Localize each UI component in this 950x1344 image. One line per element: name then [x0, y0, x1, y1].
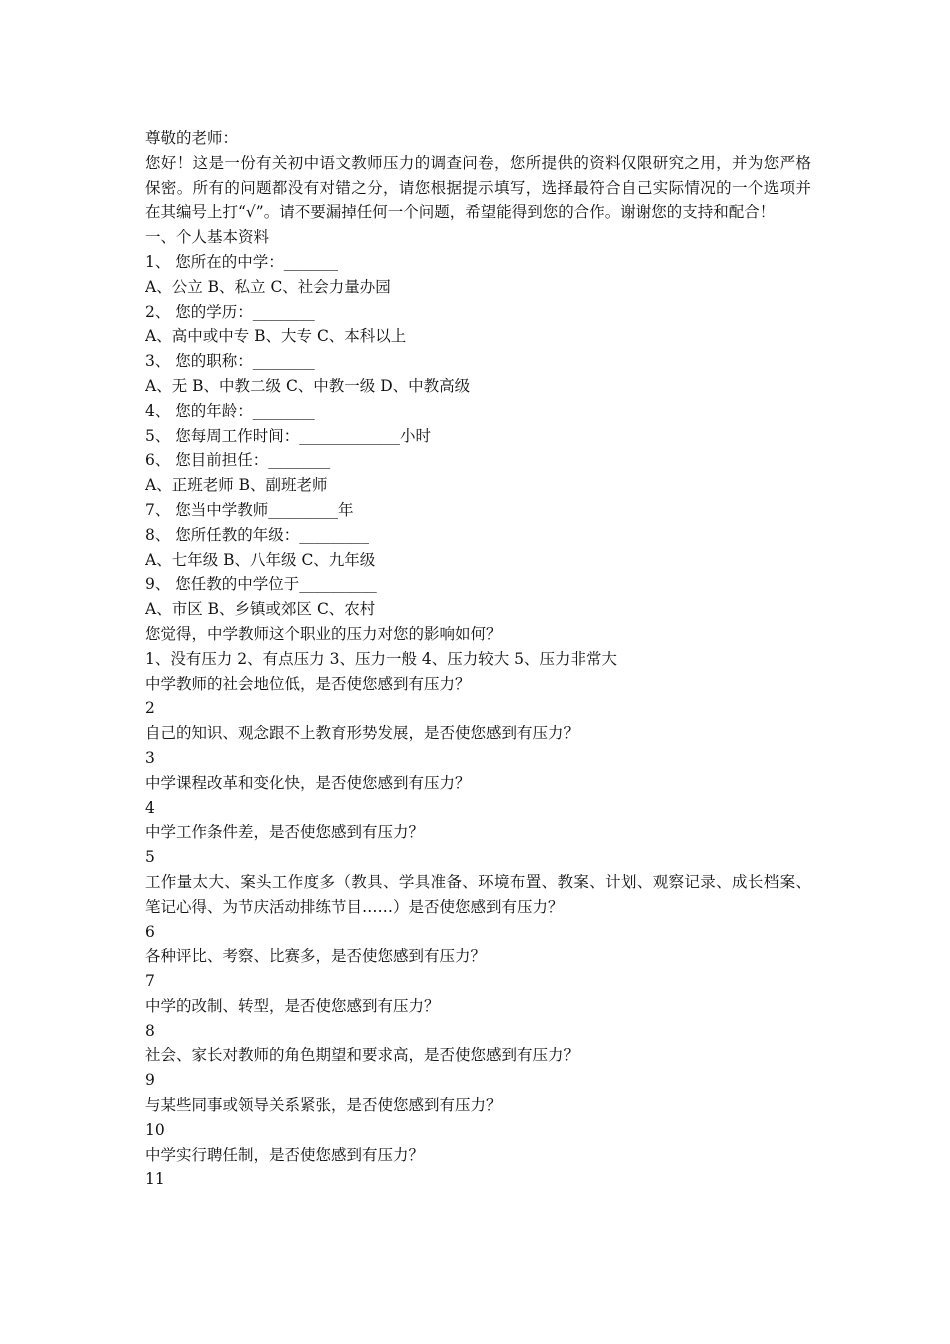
- survey-item-number: 3: [145, 748, 155, 767]
- basic-info-line: 2、 您的学历：________: [145, 302, 315, 321]
- pressure-scale: 1、没有压力 2、有点压力 3、压力一般 4、压力较大 5、压力非常大: [145, 649, 618, 668]
- survey-item-number: 9: [145, 1071, 155, 1090]
- survey-item-question: 自己的知识、观念跟不上教育形势发展，是否使您感到有压力？: [145, 724, 580, 743]
- survey-item-number: 7: [145, 972, 155, 991]
- survey-item-question: 工作量太大、案头工作度多（教具、学具准备、环境布置、教案、计划、观察记录、成长档案、笔记心得、为节庆活动排练节目……）是否使您感到有压力？: [145, 872, 811, 916]
- survey-item-number: 8: [145, 1021, 155, 1040]
- survey-item-question: 中学的改制、转型，是否使您感到有压力？: [145, 996, 440, 1015]
- basic-info-line: A、公立 B、私立 C、社会力量办园: [145, 277, 391, 296]
- basic-info-line: A、正班老师 B、副班老师: [145, 476, 328, 495]
- basic-info-line: 7、 您当中学教师_________年: [145, 500, 354, 519]
- survey-item-question: 中学工作条件差，是否使您感到有压力？: [145, 823, 425, 842]
- survey-item-number: 4: [145, 798, 155, 817]
- survey-item-number: 10: [145, 1120, 165, 1139]
- survey-item-question: 各种评比、考察、比赛多，是否使您感到有压力？: [145, 947, 487, 966]
- section-title-basic-info: 一、个人基本资料: [145, 228, 270, 247]
- survey-item-question: 与某些同事或领导关系紧张，是否使您感到有压力？: [145, 1096, 502, 1115]
- greeting: 尊敬的老师：: [145, 129, 239, 147]
- basic-info-line: A、高中或中专 B、大专 C、本科以上: [145, 327, 407, 346]
- basic-info-line: 1、 您所在的中学：_______: [145, 252, 339, 271]
- basic-info-line: 5、 您每周工作时间：_____________小时: [145, 426, 432, 445]
- survey-item-question: 中学实行聘任制，是否使您感到有压力？: [145, 1145, 425, 1164]
- basic-info-line: A、七年级 B、八年级 C、九年级: [145, 550, 376, 569]
- basic-info-line: 8、 您所任教的年级：_________: [145, 525, 370, 544]
- survey-item-question: 社会、家长对教师的角色期望和要求高，是否使您感到有压力？: [145, 1046, 580, 1065]
- survey-document: [145, 126, 811, 1192]
- survey-item-question: 中学教师的社会地位低，是否使您感到有压力？: [145, 674, 471, 693]
- survey-item-number: 11: [145, 1170, 165, 1189]
- basic-info-line: 9、 您任教的中学位于__________: [145, 575, 377, 594]
- location-options: A、市区 B、乡镇或郊区 C、农村: [145, 600, 376, 619]
- survey-item-number: 5: [145, 848, 155, 867]
- survey-item-question: 中学课程改革和变化快，是否使您感到有压力？: [145, 773, 471, 792]
- survey-item-number: 6: [145, 922, 155, 941]
- basic-info-line: A、无 B、中教二级 C、中教一级 D、中教高级: [145, 376, 471, 395]
- basic-info-line: 3、 您的职称：________: [145, 352, 315, 371]
- basic-info-line: 4、 您的年龄：________: [145, 401, 315, 420]
- survey-item-number: 2: [145, 699, 155, 718]
- pressure-question: 您觉得，中学教师这个职业的压力对您的影响如何？: [145, 624, 502, 643]
- basic-info-line: 6、 您目前担任：________: [145, 451, 331, 470]
- intro-paragraph: 您好！这是一份有关初中语文教师压力的调查问卷，您所提供的资料仅限研究之用，并为您严格保密。所有的问题都没有对错之分，请您根据提示填写，选择最符合自己实际情况的一个选项并在其编号上打“√”。请不要漏掉任何一个问题，希望能得到您的合作。谢谢您的支持和配合！: [145, 153, 811, 222]
